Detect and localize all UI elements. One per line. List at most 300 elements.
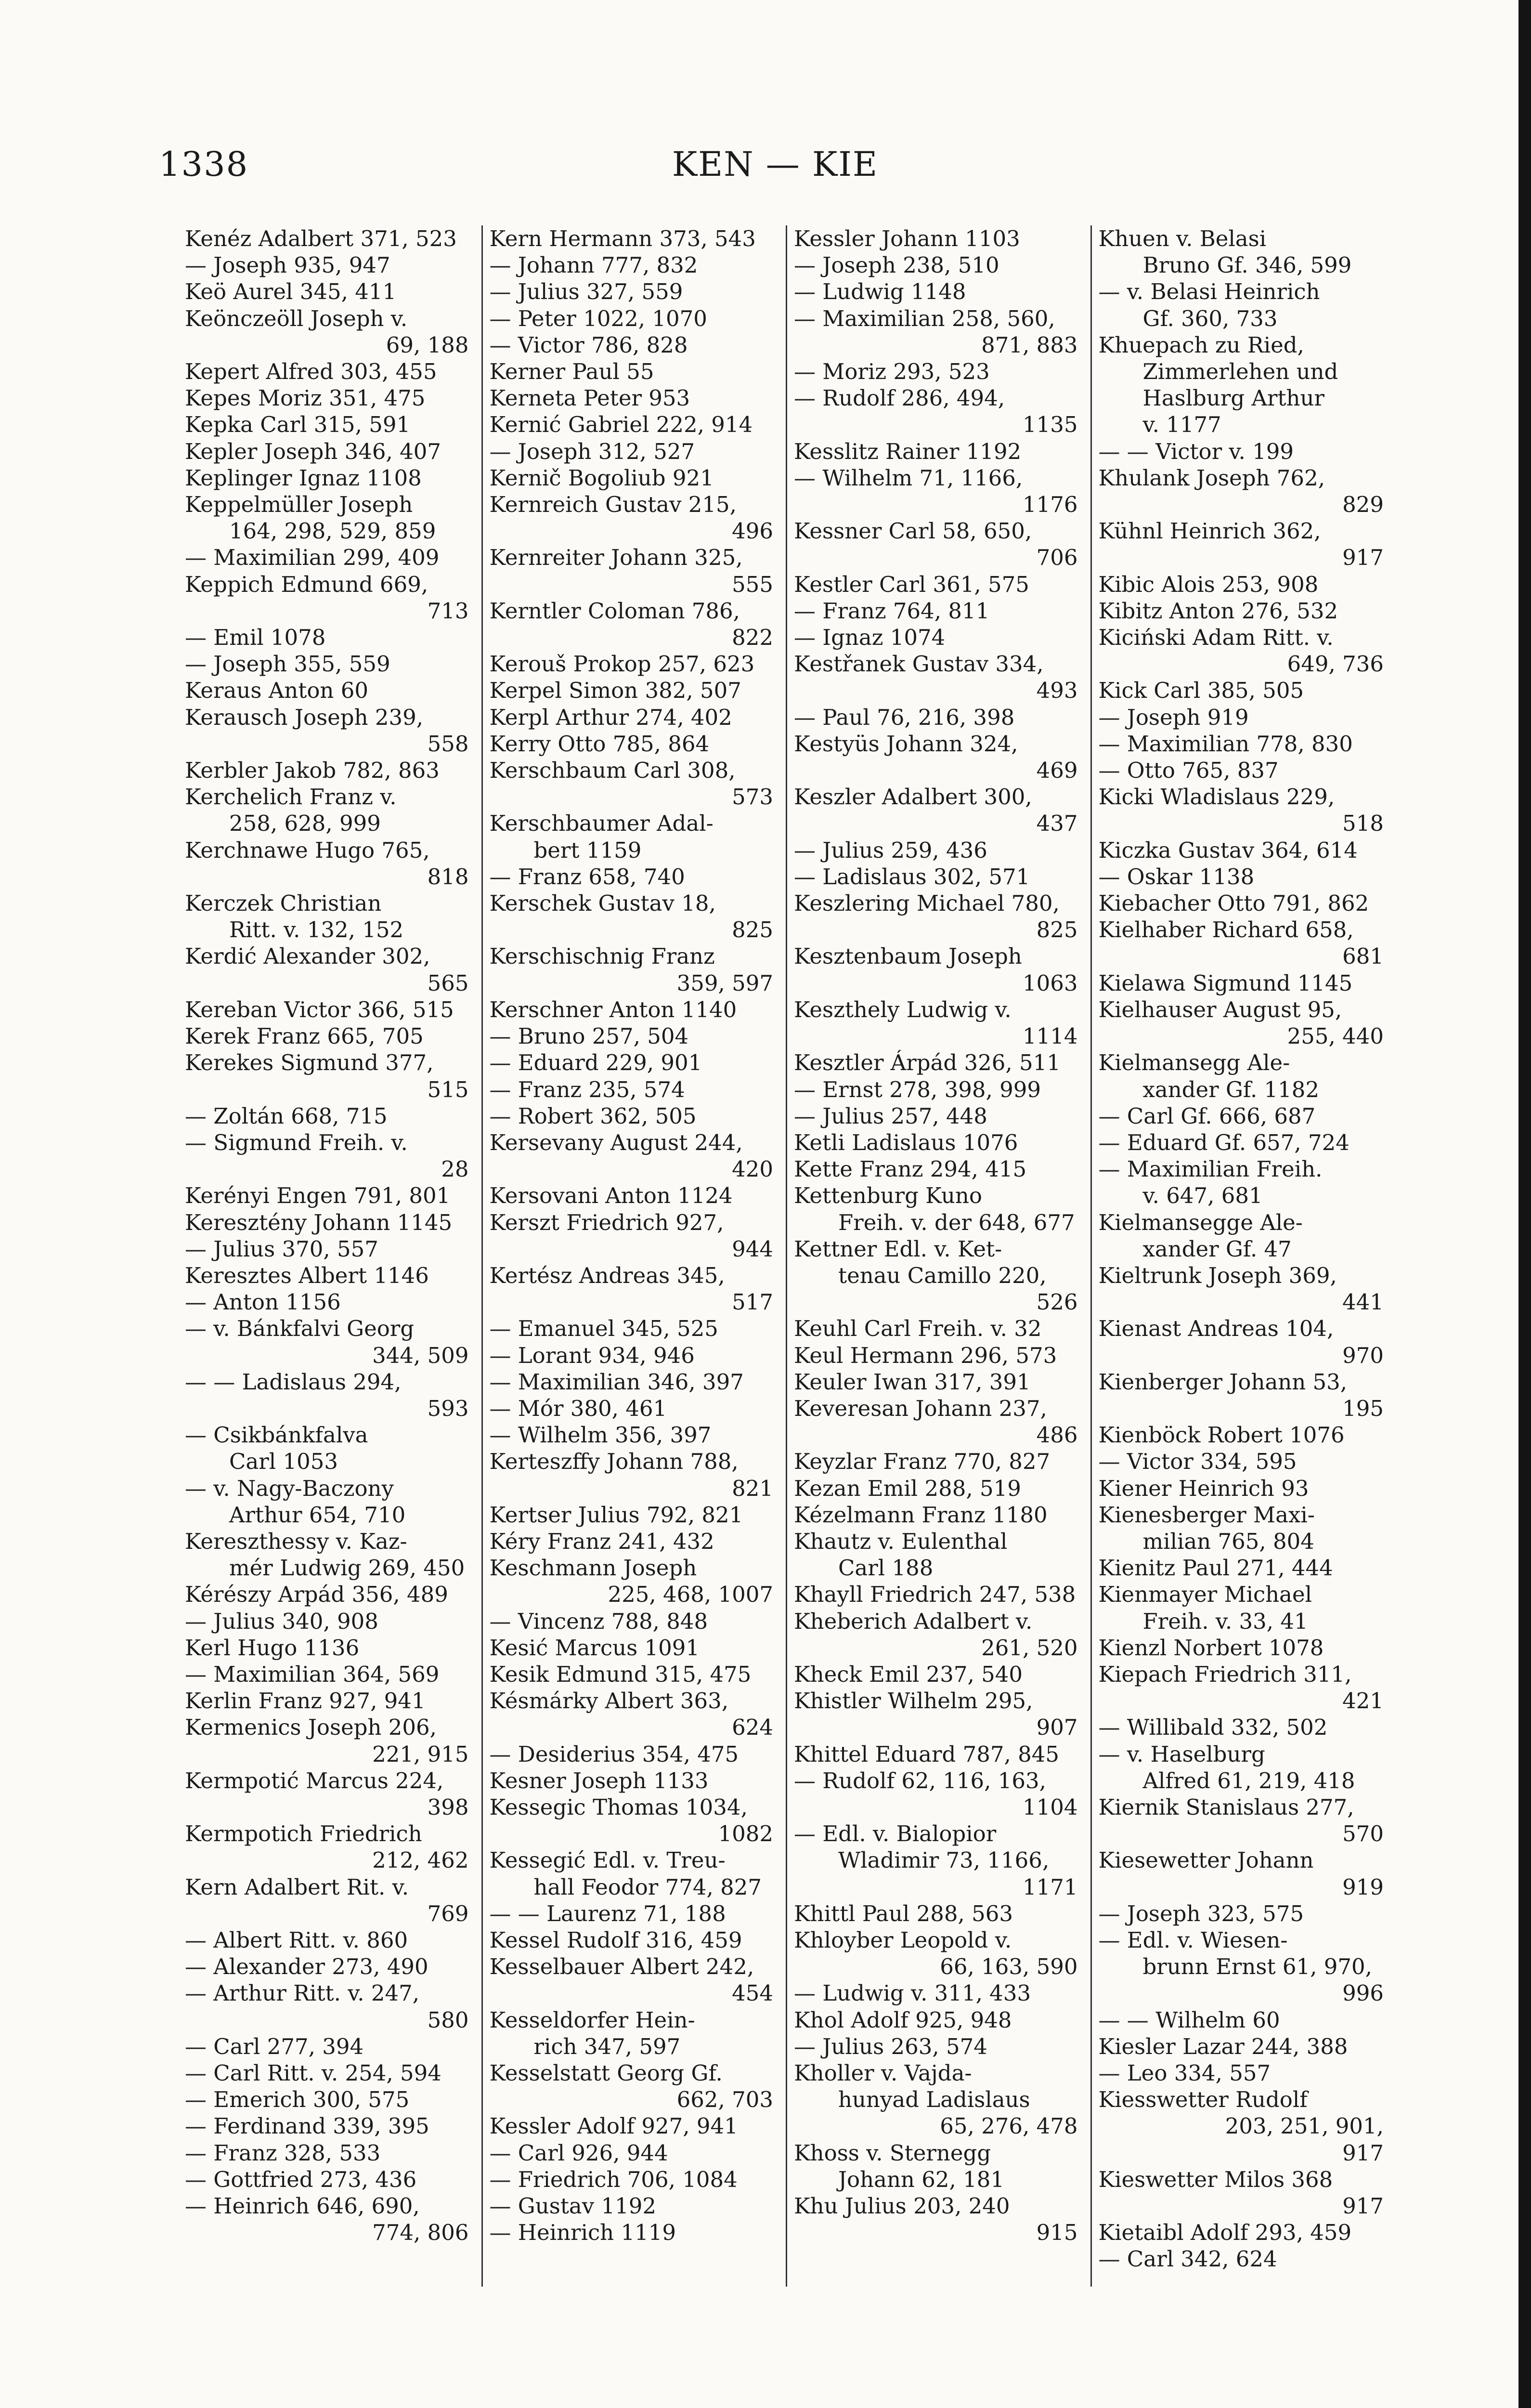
- index-entry-line: Ritt. v. 132, 152: [229, 917, 404, 943]
- index-entry-line: Kiebacher Otto 791, 862: [1098, 890, 1369, 916]
- index-column-2: [483, 225, 788, 2287]
- index-entry-line: 917: [1342, 2140, 1384, 2166]
- index-entry-line: Kiesswetter Rudolf: [1098, 2087, 1308, 2113]
- index-entry-line: Kérészy Arpád 356, 489: [185, 1582, 448, 1608]
- index-entry-line: Kermpotich Friedrich: [185, 1821, 422, 1847]
- index-entry-line: — Franz 658, 740: [489, 864, 685, 890]
- index-entry-line: Kern Adalbert Rit. v.: [185, 1874, 409, 1900]
- index-entry-line: Kersevany August 244,: [489, 1129, 743, 1155]
- index-entry-line: — Emerich 300, 575: [185, 2087, 410, 2113]
- index-entry-line: 469: [1036, 758, 1078, 784]
- index-entry-line: 517: [732, 1289, 773, 1315]
- index-entry-line: Késmárky Albert 363,: [489, 1688, 729, 1714]
- index-entry-line: Kiener Heinrich 93: [1098, 1475, 1309, 1501]
- index-entry-line: 769: [427, 1900, 469, 1926]
- index-entry-line: — Joseph 238, 510: [794, 252, 999, 278]
- index-entry-line: — Sigmund Freih. v.: [185, 1129, 408, 1155]
- index-entry-line: — Wilhelm 356, 397: [489, 1422, 712, 1448]
- index-entry-line: — Victor 334, 595: [1098, 1449, 1297, 1475]
- index-entry-line: Kerchelich Franz v.: [185, 784, 397, 810]
- index-entry-line: 970: [1342, 1342, 1384, 1368]
- index-entry-line: Kerek Franz 665, 705: [185, 1023, 424, 1049]
- index-entry-line: 1135: [1022, 412, 1078, 438]
- index-entry-line: — — Ladislaus 294,: [185, 1369, 402, 1395]
- index-entry-line: 398: [427, 1794, 469, 1820]
- index-entry-line: Khuepach zu Ried,: [1098, 332, 1304, 358]
- index-entry-line: Kienitz Paul 271, 444: [1098, 1555, 1333, 1581]
- index-entry-line: — Friedrich 706, 1084: [489, 2166, 738, 2192]
- index-entry-line: — Eduard 229, 901: [489, 1050, 702, 1076]
- index-entry-line: Kerpel Simon 382, 507: [489, 678, 741, 704]
- index-entry-line: Kerpl Arthur 274, 402: [489, 704, 732, 730]
- index-entry-line: Keszthely Ludwig v.: [794, 996, 1012, 1022]
- index-entry-line: — Peter 1022, 1070: [489, 305, 707, 331]
- index-entry-line: 255, 440: [1287, 1023, 1384, 1049]
- index-entry-line: 518: [1342, 811, 1384, 837]
- index-entry-line: Kesić Marcus 1091: [489, 1635, 700, 1661]
- index-entry-line: Kessegic Thomas 1034,: [489, 1794, 748, 1820]
- index-entry-line: Kettenburg Kuno: [794, 1183, 982, 1209]
- index-entry-line: Khu Julius 203, 240: [794, 2193, 1010, 2219]
- index-entry-line: — v. Belasi Heinrich: [1098, 279, 1320, 305]
- index-entry-line: Khittel Eduard 787, 845: [794, 1741, 1059, 1767]
- index-entry-line: — Julius 340, 908: [185, 1608, 378, 1634]
- index-entry-line: Kerczek Christian: [185, 890, 382, 916]
- index-entry-line: — v. Bánkfalvi Georg: [185, 1316, 415, 1342]
- running-head: KEN — KIE: [672, 144, 879, 184]
- index-entry-line: — Julius 259, 436: [794, 837, 987, 863]
- index-entry-line: Kesseldorfer Hein-: [489, 2007, 695, 2033]
- index-entry-line: 570: [1342, 1821, 1384, 1847]
- index-entry-line: Khistler Wilhelm 295,: [794, 1688, 1033, 1714]
- index-entry-line: 1114: [1022, 1023, 1078, 1049]
- index-entry-line: 555: [732, 571, 773, 597]
- index-entry-line: Kerschek Gustav 18,: [489, 890, 716, 916]
- page-number: 1338: [159, 144, 249, 184]
- index-entry-line: Alfred 61, 219, 418: [1142, 1767, 1355, 1793]
- index-entry-line: — Edl. v. Bialopior: [794, 1821, 997, 1847]
- index-entry-line: 917: [1342, 545, 1384, 571]
- index-entry-line: tenau Camillo 220,: [838, 1262, 1047, 1288]
- index-entry-line: Freih. v. der 648, 677: [838, 1209, 1075, 1235]
- index-entry-line: 420: [732, 1156, 773, 1182]
- index-entry-line: — Alexander 273, 490: [185, 1954, 428, 1980]
- index-entry-line: Freih. v. 33, 41: [1142, 1608, 1308, 1634]
- index-entry-line: — — Wilhelm 60: [1098, 2007, 1280, 2033]
- index-column-1: [178, 225, 483, 2287]
- index-entry-line: — Zoltán 668, 715: [185, 1103, 388, 1129]
- index-entry-line: Kerschbaum Carl 308,: [489, 758, 736, 784]
- index-entry-line: Kertser Julius 792, 821: [489, 1502, 743, 1528]
- index-entry-line: rich 347, 597: [533, 2033, 681, 2059]
- page-header: [159, 144, 1391, 197]
- index-entry-line: Keraus Anton 60: [185, 678, 368, 704]
- index-entry-line: Kette Franz 294, 415: [794, 1156, 1027, 1182]
- index-entry-line: — Ladislaus 302, 571: [794, 864, 1030, 890]
- index-entry-line: 69, 188: [386, 332, 469, 358]
- index-entry-line: 526: [1036, 1289, 1078, 1315]
- index-entry-line: Kesztenbaum Joseph: [794, 943, 1022, 969]
- index-entry-line: hunyad Ladislaus: [838, 2087, 1030, 2113]
- index-entry-line: Keul Hermann 296, 573: [794, 1342, 1057, 1368]
- index-entry-line: Carl 1053: [229, 1449, 338, 1475]
- index-entry-line: Kernić Gabriel 222, 914: [489, 412, 753, 438]
- index-entry-line: — Franz 764, 811: [794, 598, 990, 624]
- index-entry-line: — Franz 235, 574: [489, 1076, 685, 1102]
- index-entry-line: Kienböck Robert 1076: [1098, 1422, 1345, 1448]
- index-entry-line: Kholler v. Vajda-: [794, 2060, 972, 2086]
- index-entry-line: bert 1159: [533, 837, 642, 863]
- index-entry-line: 65, 276, 478: [940, 2113, 1078, 2139]
- index-entry-line: — Ignaz 1074: [794, 625, 946, 651]
- index-entry-line: — Wilhelm 71, 1166,: [794, 465, 1023, 491]
- index-entry-line: Kerbler Jakob 782, 863: [185, 758, 440, 784]
- index-entry-line: 359, 597: [676, 970, 773, 996]
- index-entry-line: — Julius 370, 557: [185, 1236, 378, 1262]
- index-entry-line: — Joseph 355, 559: [185, 651, 390, 677]
- index-entry-line: — Vincenz 788, 848: [489, 1608, 708, 1634]
- index-entry-line: Kessel Rudolf 316, 459: [489, 1927, 742, 1953]
- index-entry-line: xander Gf. 1182: [1142, 1076, 1320, 1102]
- index-entry-line: Khloyber Leopold v.: [794, 1927, 1012, 1953]
- index-entry-line: Kepert Alfred 303, 455: [185, 359, 437, 385]
- index-entry-line: 486: [1036, 1422, 1078, 1448]
- index-entry-line: — Leo 334, 557: [1098, 2060, 1271, 2086]
- index-entry-line: Keyzlar Franz 770, 827: [794, 1449, 1051, 1475]
- index-entry-line: 225, 468, 1007: [608, 1582, 773, 1608]
- index-entry-line: 917: [1342, 2193, 1384, 2219]
- index-entry-line: 825: [732, 917, 773, 943]
- index-entry-line: Kézelmann Franz 1180: [794, 1502, 1048, 1528]
- index-entry-line: Kereban Victor 366, 515: [185, 996, 454, 1022]
- index-entry-line: Kerner Paul 55: [489, 359, 654, 385]
- index-entry-line: 1171: [1022, 1874, 1078, 1900]
- index-entry-line: — Rudolf 286, 494,: [794, 385, 1005, 411]
- index-entry-line: Kerschner Anton 1140: [489, 996, 737, 1022]
- index-entry-line: Keplinger Ignaz 1108: [185, 465, 422, 491]
- index-entry-line: milian 765, 804: [1142, 1528, 1314, 1554]
- index-entry-line: Kerszt Friedrich 927,: [489, 1209, 724, 1235]
- index-entry-line: Kienzl Norbert 1078: [1098, 1635, 1324, 1661]
- index-entry-line: Kereszthessy v. Kaz-: [185, 1528, 407, 1554]
- index-entry-line: — Ernst 278, 398, 999: [794, 1076, 1041, 1102]
- index-entry-line: Zimmerlehen und: [1142, 359, 1338, 385]
- index-entry-line: Keveresan Johann 237,: [794, 1395, 1047, 1421]
- index-entry-line: Kicki Wladislaus 229,: [1098, 784, 1335, 810]
- index-entry-line: Kermenics Joseph 206,: [185, 1714, 437, 1741]
- index-entry-line: Kerdić Alexander 302,: [185, 943, 430, 969]
- index-entry-line: — Desiderius 354, 475: [489, 1741, 739, 1767]
- index-entry-line: Kepka Carl 315, 591: [185, 412, 411, 438]
- index-entry-line: Kiczka Gustav 364, 614: [1098, 837, 1358, 863]
- index-entry-line: — Maximilian 778, 830: [1098, 731, 1353, 757]
- index-entry-line: Kepler Joseph 346, 407: [185, 438, 441, 464]
- index-entry-line: — Joseph 323, 575: [1098, 1900, 1304, 1926]
- index-entry-line: — Ferdinand 339, 395: [185, 2113, 429, 2139]
- index-entry-line: — Heinrich 1119: [489, 2220, 676, 2246]
- index-entry-line: Kibic Alois 253, 908: [1098, 571, 1319, 597]
- index-entry-line: Kern Hermann 373, 543: [489, 226, 756, 251]
- index-entry-line: — Oskar 1138: [1098, 864, 1255, 890]
- index-entry-line: 818: [427, 864, 469, 890]
- index-entry-line: Kestler Carl 361, 575: [794, 571, 1029, 597]
- index-entry-line: Kerchnawe Hugo 765,: [185, 837, 430, 863]
- index-entry-line: Kibitz Anton 276, 532: [1098, 598, 1338, 624]
- index-entry-line: — Moriz 293, 523: [794, 359, 990, 385]
- index-entry-line: 822: [732, 625, 773, 651]
- index-entry-line: 212, 462: [372, 1847, 469, 1873]
- index-entry-line: Kühnl Heinrich 362,: [1098, 518, 1321, 544]
- index-entry-line: 662, 703: [676, 2087, 773, 2113]
- index-entry-line: Kerl Hugo 1136: [185, 1635, 360, 1661]
- index-entry-line: 706: [1036, 545, 1078, 571]
- index-entry-line: — Carl 342, 624: [1098, 2246, 1277, 2272]
- index-entry-line: Keppelmüller Joseph: [185, 492, 413, 518]
- index-entry-line: — Carl Gf. 666, 687: [1098, 1103, 1316, 1129]
- index-entry-line: — Gustav 1192: [489, 2193, 656, 2219]
- index-entry-line: Kettner Edl. v. Ket-: [794, 1236, 1002, 1262]
- index-entry-line: — Lorant 934, 946: [489, 1342, 695, 1368]
- index-entry-line: Kessegić Edl. v. Treu-: [489, 1847, 726, 1873]
- index-entry-line: — Julius 263, 574: [794, 2033, 987, 2059]
- index-entry-line: — Maximilian 299, 409: [185, 545, 440, 571]
- index-entry-line: Kerausch Joseph 239,: [185, 704, 424, 730]
- index-entry-line: v. 1177: [1142, 412, 1221, 438]
- index-columns: [178, 225, 1396, 2287]
- index-entry-line: Haslburg Arthur: [1142, 385, 1325, 411]
- index-entry-line: 593: [427, 1395, 469, 1421]
- index-entry-line: — — Laurenz 71, 188: [489, 1900, 726, 1926]
- index-entry-line: 493: [1036, 678, 1078, 704]
- index-entry-line: 1063: [1022, 970, 1078, 996]
- index-entry-line: 829: [1342, 492, 1384, 518]
- index-entry-line: Kernreiter Johann 325,: [489, 545, 743, 571]
- index-entry-line: Kessler Johann 1103: [794, 226, 1020, 251]
- index-entry-line: 454: [732, 1980, 773, 2006]
- index-entry-line: — Joseph 919: [1098, 704, 1249, 730]
- index-entry-line: Kerry Otto 785, 864: [489, 731, 710, 757]
- index-entry-line: 437: [1036, 811, 1078, 837]
- index-entry-line: Ketli Ladislaus 1076: [794, 1129, 1018, 1155]
- index-entry-line: Kesik Edmund 315, 475: [489, 1661, 752, 1687]
- index-entry-line: Khulank Joseph 762,: [1098, 465, 1325, 491]
- index-entry-line: brunn Ernst 61, 970,: [1142, 1954, 1372, 1980]
- index-entry-line: — v. Haselburg: [1098, 1741, 1265, 1767]
- index-entry-line: Carl 188: [838, 1555, 934, 1581]
- index-entry-line: — Gottfried 273, 436: [185, 2166, 417, 2192]
- index-entry-line: — Otto 765, 837: [1098, 758, 1279, 784]
- index-entry-line: — Joseph 312, 527: [489, 438, 695, 464]
- index-entry-line: — Edl. v. Wiesen-: [1098, 1927, 1288, 1953]
- index-entry-line: 558: [427, 731, 469, 757]
- index-entry-line: Kienesberger Maxi-: [1098, 1502, 1315, 1528]
- index-entry-line: Kiesewetter Johann: [1098, 1847, 1314, 1873]
- index-entry-line: Keppich Edmund 669,: [185, 571, 428, 597]
- index-entry-line: — Carl 277, 394: [185, 2033, 364, 2059]
- index-entry-line: 496: [732, 518, 773, 544]
- index-entry-line: 164, 298, 529, 859: [229, 518, 436, 544]
- index-entry-line: — Bruno 257, 504: [489, 1023, 689, 1049]
- index-entry-line: 907: [1036, 1714, 1078, 1741]
- index-entry-line: 825: [1036, 917, 1078, 943]
- index-entry-line: Kestyüs Johann 324,: [794, 731, 1018, 757]
- index-entry-line: — Albert Ritt. v. 860: [185, 1927, 408, 1953]
- index-entry-line: Khuen v. Belasi: [1098, 226, 1267, 251]
- index-entry-line: — Willibald 332, 502: [1098, 1714, 1328, 1741]
- index-entry-line: Kernreich Gustav 215,: [489, 492, 737, 518]
- index-entry-line: — Heinrich 646, 690,: [185, 2193, 420, 2219]
- index-entry-line: hall Feodor 774, 827: [533, 1874, 762, 1900]
- index-entry-line: 221, 915: [372, 1741, 469, 1767]
- index-entry-line: mér Ludwig 269, 450: [229, 1555, 465, 1581]
- index-entry-line: Kerneta Peter 953: [489, 385, 690, 411]
- index-entry-line: — Rudolf 62, 116, 163,: [794, 1767, 1046, 1793]
- index-entry-line: Kielmansegg Ale-: [1098, 1050, 1290, 1076]
- index-entry-line: Kessler Adolf 927, 941: [489, 2113, 738, 2139]
- index-entry-line: — Carl 926, 944: [489, 2140, 668, 2166]
- index-entry-line: Kerényi Engen 791, 801: [185, 1183, 451, 1209]
- index-entry-line: Keresztény Johann 1145: [185, 1209, 453, 1235]
- index-entry-line: Gf. 360, 733: [1142, 305, 1278, 331]
- index-entry-line: — Emanuel 345, 525: [489, 1316, 718, 1342]
- index-entry-line: 649, 736: [1287, 651, 1384, 677]
- index-entry-line: Kielmansegge Ale-: [1098, 1209, 1303, 1235]
- index-entry-line: Keö Aurel 345, 411: [185, 279, 397, 305]
- index-entry-line: Bruno Gf. 346, 599: [1142, 252, 1352, 278]
- index-entry-line: Kiciński Adam Ritt. v.: [1098, 625, 1334, 651]
- index-entry-line: Kéry Franz 241, 432: [489, 1528, 714, 1554]
- index-entry-line: Kielhauser August 95,: [1098, 996, 1342, 1022]
- index-entry-line: — Anton 1156: [185, 1289, 341, 1315]
- index-entry-line: 821: [732, 1475, 773, 1501]
- index-entry-line: — Arthur Ritt. v. 247,: [185, 1980, 420, 2006]
- index-entry-line: Keschmann Joseph: [489, 1555, 697, 1581]
- index-entry-line: Wladimir 73, 1166,: [838, 1847, 1050, 1873]
- index-entry-line: 944: [732, 1236, 773, 1262]
- index-entry-line: Keszler Adalbert 300,: [794, 784, 1032, 810]
- index-entry-line: — Csikbánkfalva: [185, 1422, 368, 1448]
- index-entry-line: Kesner Joseph 1133: [489, 1767, 709, 1793]
- index-column-3: [787, 225, 1092, 2287]
- index-entry-line: Kernič Bogoliub 921: [489, 465, 714, 491]
- index-entry-line: Keönczeöll Joseph v.: [185, 305, 408, 331]
- index-entry-line: — Johann 777, 832: [489, 252, 698, 278]
- index-entry-line: 871, 883: [981, 332, 1078, 358]
- index-entry-line: Johann 62, 181: [838, 2166, 1004, 2192]
- index-entry-line: Keszlering Michael 780,: [794, 890, 1060, 916]
- index-entry-line: Kienmayer Michael: [1098, 1582, 1312, 1608]
- index-entry-line: Kerlin Franz 927, 941: [185, 1688, 426, 1714]
- page-edge-shadow: [1518, 0, 1531, 2408]
- index-entry-line: 915: [1036, 2220, 1078, 2246]
- index-entry-line: — Maximilian 258, 560,: [794, 305, 1055, 331]
- index-entry-line: 66, 163, 590: [940, 1954, 1078, 1980]
- index-entry-line: Kheberich Adalbert v.: [794, 1608, 1033, 1634]
- index-entry-line: Khol Adolf 925, 948: [794, 2007, 1012, 2033]
- index-entry-line: 624: [732, 1714, 773, 1741]
- index-entry-line: 573: [732, 784, 773, 810]
- index-entry-line: Keresztes Albert 1146: [185, 1262, 429, 1288]
- index-entry-line: Kieswetter Milos 368: [1098, 2166, 1333, 2192]
- index-entry-line: Khoss v. Sternegg: [794, 2140, 991, 2166]
- index-entry-line: Kiesler Lazar 244, 388: [1098, 2033, 1348, 2059]
- index-entry-line: 774, 806: [372, 2220, 469, 2246]
- index-entry-line: Kezan Emil 288, 519: [794, 1475, 1021, 1501]
- index-entry-line: Arthur 654, 710: [229, 1502, 406, 1528]
- index-entry-line: Kerschischnig Franz: [489, 943, 715, 969]
- index-entry-line: Keuhl Carl Freih. v. 32: [794, 1316, 1042, 1342]
- index-entry-line: — Ludwig 1148: [794, 279, 966, 305]
- index-entry-line: — Maximilian 346, 397: [489, 1369, 744, 1395]
- index-entry-line: Kerschbaumer Adal-: [489, 811, 714, 837]
- index-entry-line: Kheck Emil 237, 540: [794, 1661, 1023, 1687]
- index-entry-line: 441: [1342, 1289, 1384, 1315]
- index-entry-line: Kick Carl 385, 505: [1098, 678, 1304, 704]
- index-entry-line: — Mór 380, 461: [489, 1395, 667, 1421]
- index-entry-line: Kenéz Adalbert 371, 523: [185, 226, 457, 251]
- index-entry-line: Khautz v. Eulenthal: [794, 1528, 1008, 1554]
- index-entry-line: 1104: [1022, 1794, 1078, 1820]
- index-entry-line: — Joseph 935, 947: [185, 252, 390, 278]
- index-entry-line: Kesslitz Rainer 1192: [794, 438, 1022, 464]
- index-entry-line: Keuler Iwan 317, 391: [794, 1369, 1031, 1395]
- index-entry-line: — Emil 1078: [185, 625, 326, 651]
- index-entry-line: Khittl Paul 288, 563: [794, 1900, 1013, 1926]
- index-entry-line: Kerteszffy Johann 788,: [489, 1449, 739, 1475]
- index-entry-line: 195: [1342, 1395, 1384, 1421]
- index-entry-line: Kesselbauer Albert 242,: [489, 1954, 754, 1980]
- index-entry-line: 258, 628, 999: [229, 811, 381, 837]
- index-entry-line: — — Victor v. 199: [1098, 438, 1294, 464]
- index-entry-line: Kepes Moriz 351, 475: [185, 385, 426, 411]
- index-entry-line: — Maximilian 364, 569: [185, 1661, 440, 1687]
- index-entry-line: 261, 520: [981, 1635, 1078, 1661]
- index-entry-line: 203, 251, 901,: [1225, 2113, 1384, 2139]
- index-entry-line: — Carl Ritt. v. 254, 594: [185, 2060, 441, 2086]
- index-entry-line: Kiepach Friedrich 311,: [1098, 1661, 1352, 1687]
- index-entry-line: Kielhaber Richard 658,: [1098, 917, 1354, 943]
- index-entry-line: 1176: [1022, 492, 1078, 518]
- index-entry-line: 28: [441, 1156, 469, 1182]
- index-entry-line: Kermpotić Marcus 224,: [185, 1767, 444, 1793]
- index-entry-line: — Eduard Gf. 657, 724: [1098, 1129, 1349, 1155]
- index-column-4: [1092, 225, 1397, 2287]
- index-entry-line: — Ludwig v. 311, 433: [794, 1980, 1031, 2006]
- index-entry-line: Kertész Andreas 345,: [489, 1262, 725, 1288]
- index-entry-line: — Julius 327, 559: [489, 279, 683, 305]
- index-entry-line: — Victor 786, 828: [489, 332, 688, 358]
- index-entry-line: — Robert 362, 505: [489, 1103, 697, 1129]
- index-entry-line: Kestřanek Gustav 334,: [794, 651, 1044, 677]
- index-entry-line: 713: [427, 598, 469, 624]
- index-entry-line: Kienast Andreas 104,: [1098, 1316, 1334, 1342]
- index-entry-line: Kesztler Árpád 326, 511: [794, 1050, 1061, 1076]
- index-entry-line: — Maximilian Freih.: [1098, 1156, 1323, 1182]
- index-entry-line: 565: [427, 970, 469, 996]
- index-entry-line: — v. Nagy-Baczony: [185, 1475, 394, 1501]
- index-entry-line: 344, 509: [372, 1342, 469, 1368]
- index-entry-line: — Paul 76, 216, 398: [794, 704, 1015, 730]
- index-entry-line: v. 647, 681: [1142, 1183, 1263, 1209]
- index-entry-line: 996: [1342, 1980, 1384, 2006]
- index-entry-line: 580: [427, 2007, 469, 2033]
- index-entry-line: 515: [427, 1076, 469, 1102]
- index-entry-line: Kerekes Sigmund 377,: [185, 1050, 434, 1076]
- index-entry-line: 1082: [718, 1821, 773, 1847]
- index-entry-line: xander Gf. 47: [1142, 1236, 1292, 1262]
- index-entry-line: — Julius 257, 448: [794, 1103, 987, 1129]
- index-entry-line: Kerouš Prokop 257, 623: [489, 651, 755, 677]
